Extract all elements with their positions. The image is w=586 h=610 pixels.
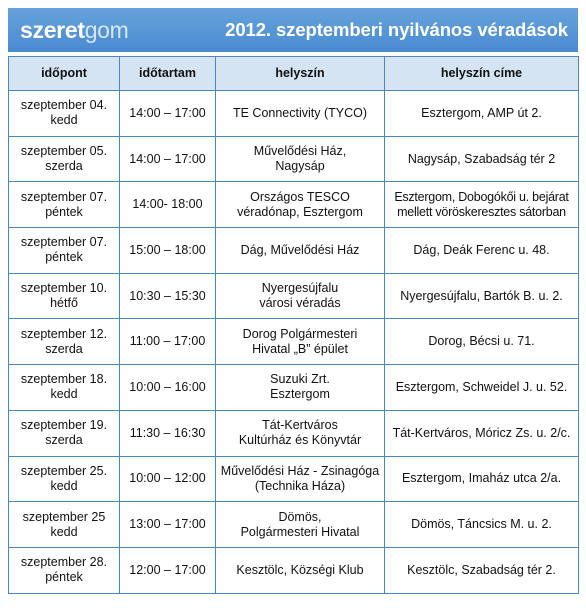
date-cell (9, 319, 120, 365)
duration-text: 15:00 – 18:00 (129, 242, 206, 257)
address-text-line: Nyergesújfalu, Bartók B. u. 2. (400, 288, 563, 303)
duration-text: 11:30 – 16:30 (129, 425, 206, 440)
address-text-line: mellett vöröskeresztes sátorban (397, 204, 566, 219)
venue-text-line: Művelődési Ház - Zsinagóga (220, 463, 380, 478)
weekday-text: kedd (50, 113, 78, 128)
weekday-text: szerda (45, 159, 83, 174)
venue-cell (216, 456, 385, 502)
venue-text-line: Nyergesújfalu (261, 281, 339, 296)
table-row (9, 365, 579, 411)
logo-part-1: szeret (20, 16, 85, 43)
table-row (9, 228, 579, 274)
weekday-text: péntek (45, 250, 83, 265)
table-row (9, 91, 579, 137)
venue-text-line: Esztergom (270, 387, 330, 402)
column-header-address: helyszín címe (385, 57, 579, 91)
address-text-line: Nagysáp, Szabadság tér 2 (407, 151, 556, 166)
address-text-line: Esztergom, AMP út 2. (421, 105, 542, 120)
date-cell (9, 547, 120, 593)
date-text: szeptember 04. (20, 98, 108, 113)
weekday-text: szerda (45, 433, 83, 448)
venue-text-line: Kultúrház és Könyvtár (238, 433, 362, 448)
address-text-line: Esztergom, Dobogókői u. bejárat (394, 189, 569, 204)
venue-text-line: Hivatal „B” épület (252, 341, 348, 356)
venue-cell (216, 273, 385, 319)
venue-text-line: Kesztölc, Községi Klub (236, 562, 364, 577)
date-cell (9, 502, 120, 548)
address-cell (385, 228, 579, 274)
address-text-line: Dorog, Bécsi u. 71. (428, 334, 535, 349)
venue-text-line: Dömös, (278, 509, 322, 524)
date-text: szeptember 28. (20, 555, 108, 570)
address-cell (385, 182, 579, 228)
duration-cell (120, 410, 216, 456)
duration-text: 14:00- 18:00 (132, 197, 203, 212)
venue-text-line: TE Connectivity (TYCO) (232, 105, 368, 120)
donation-schedule-table (8, 56, 579, 594)
address-cell (385, 547, 579, 593)
duration-text: 13:00 – 17:00 (129, 517, 206, 532)
address-cell (385, 365, 579, 411)
column-header-date: időpont (9, 57, 120, 91)
duration-cell (120, 502, 216, 548)
venue-cell (216, 182, 385, 228)
table-row (9, 456, 579, 502)
venue-cell (216, 410, 385, 456)
duration-cell (120, 365, 216, 411)
duration-text: 11:00 – 17:00 (129, 334, 206, 349)
address-text-line: Esztergom, Imaház utca 2/a. (401, 471, 562, 486)
duration-cell (120, 456, 216, 502)
address-cell (385, 410, 579, 456)
weekday-text: hétfő (50, 296, 78, 311)
venue-text-line: (Technika Háza) (254, 478, 346, 493)
venue-cell (216, 228, 385, 274)
weekday-text: kedd (50, 524, 78, 539)
address-text-line: Dág, Deák Ferenc u. 48. (413, 242, 550, 257)
date-text: szeptember 07. (20, 189, 108, 204)
venue-text-line: Dorog Polgármesteri (242, 326, 358, 341)
venue-cell (216, 365, 385, 411)
duration-cell (120, 182, 216, 228)
venue-cell (216, 91, 385, 137)
table-row (9, 547, 579, 593)
table-row (9, 410, 579, 456)
date-text: szeptember 07. (20, 235, 108, 250)
duration-text: 14:00 – 17:00 (129, 105, 206, 120)
venue-cell (216, 502, 385, 548)
date-text: szeptember 25 (22, 509, 106, 524)
address-text-line: Dömös, Táncsics M. u. 2. (411, 517, 552, 532)
venue-text-line: városi véradás (259, 296, 341, 311)
weekday-text: kedd (50, 387, 78, 402)
venue-text-line: véradónap, Esztergom (237, 204, 363, 219)
address-text-line: Tát-Kertváros, Móricz Zs. u. 2/c. (392, 425, 571, 440)
duration-cell (120, 319, 216, 365)
column-header-venue: helyszín (216, 57, 385, 91)
table-header-row (9, 57, 579, 91)
table-row (9, 319, 579, 365)
date-text: szeptember 10. (20, 281, 108, 296)
duration-text: 14:00 – 17:00 (129, 151, 206, 166)
szeretgom-logo (20, 16, 129, 43)
address-cell (385, 456, 579, 502)
date-cell (9, 410, 120, 456)
date-cell (9, 228, 120, 274)
date-text: szeptember 25. (20, 463, 108, 478)
date-cell (9, 365, 120, 411)
table-row (9, 502, 579, 548)
duration-text: 10:30 – 15:30 (129, 288, 206, 303)
venue-text-line: Művelődési Ház, (253, 144, 347, 159)
duration-cell (120, 228, 216, 274)
weekday-text: péntek (45, 204, 83, 219)
venue-text-line: Tát-Kertváros (262, 418, 338, 433)
table-row (9, 136, 579, 182)
venue-cell (216, 319, 385, 365)
address-cell (385, 91, 579, 137)
venue-text-line: Polgármesteri Hivatal (240, 524, 360, 539)
duration-text: 10:00 – 12:00 (129, 471, 206, 486)
address-cell (385, 136, 579, 182)
table-row (9, 182, 579, 228)
date-text: szeptember 05. (20, 144, 108, 159)
address-cell (385, 273, 579, 319)
logo-part-2: gom (84, 16, 129, 43)
date-cell (9, 273, 120, 319)
date-cell (9, 136, 120, 182)
column-header-duration: időtartam (120, 57, 216, 91)
duration-cell (120, 136, 216, 182)
weekday-text: péntek (45, 570, 83, 585)
venue-cell (216, 547, 385, 593)
address-cell (385, 319, 579, 365)
duration-cell (120, 273, 216, 319)
duration-cell (120, 91, 216, 137)
date-text: szeptember 18. (20, 372, 108, 387)
venue-cell (216, 136, 385, 182)
address-cell (385, 502, 579, 548)
address-text-line: Kesztölc, Szabadság tér 2. (407, 562, 556, 577)
venue-text-line: Országos TESCO (250, 189, 350, 204)
duration-text: 12:00 – 17:00 (129, 562, 206, 577)
date-cell (9, 182, 120, 228)
duration-text: 10:00 – 16:00 (129, 379, 206, 394)
address-text-line: Esztergom, Schweidel J. u. 52. (395, 379, 568, 394)
weekday-text: szerda (45, 341, 83, 356)
page-title: 2012. szeptemberi nyilvános véradások (225, 19, 568, 40)
weekday-text: kedd (50, 478, 78, 493)
date-cell (9, 91, 120, 137)
header-banner (8, 8, 578, 52)
date-cell (9, 456, 120, 502)
venue-text-line: Dág, Művelődési Ház (240, 242, 360, 257)
table-body (9, 91, 579, 594)
table-row (9, 273, 579, 319)
date-text: szeptember 19. (20, 418, 108, 433)
venue-text-line: Nagysáp (275, 159, 325, 174)
date-text: szeptember 12. (20, 326, 108, 341)
venue-text-line: Suzuki Zrt. (270, 372, 330, 387)
duration-cell (120, 547, 216, 593)
